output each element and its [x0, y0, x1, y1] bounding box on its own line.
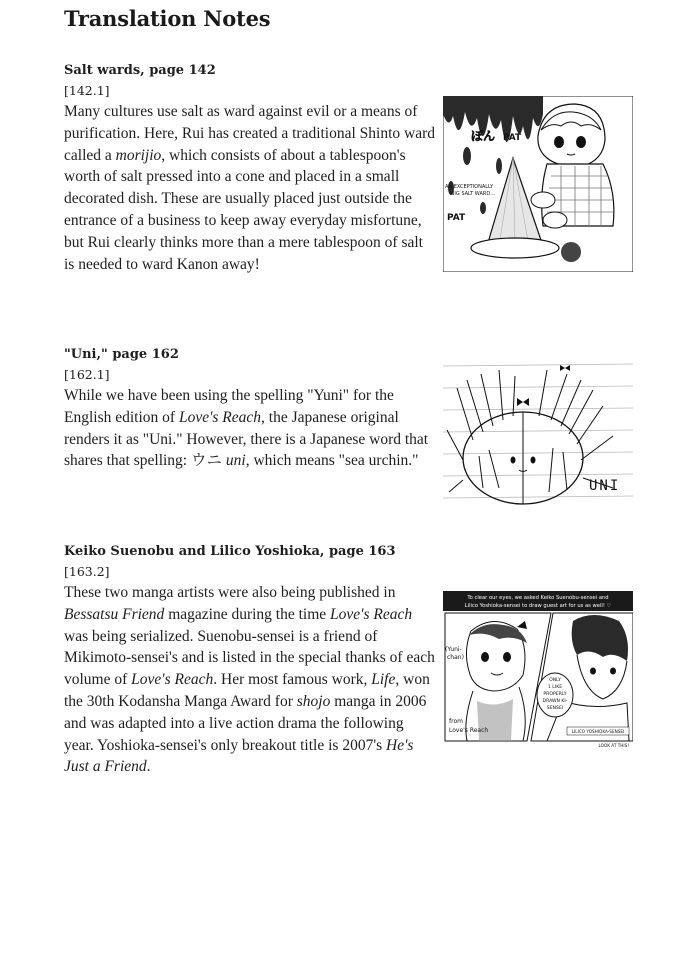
- banner-line-1: To clear our eyes, we asked Keiko Suenobu-sensei and: [467, 595, 609, 601]
- italic-term: shojo: [296, 692, 331, 710]
- note-keiko-lilico: [64, 543, 436, 778]
- label-yuni-2: chan): [447, 654, 464, 661]
- bubble-line-2: 1 LIKE: [547, 685, 563, 690]
- body-text: manga in 2006 and was adapted into a live action drama the following year. Yoshioka-sensei's only breakout title is 2007's: [64, 692, 427, 754]
- bubble-line-3: PROPERLY: [543, 692, 567, 697]
- banner-line-2: Lilico Yoshioka-sensei to draw guest art for us as well! ♡: [464, 603, 612, 609]
- italic-term: Love's Reach: [178, 408, 262, 426]
- note-ref: [142.1]: [64, 83, 110, 98]
- sfx-top-label: PAT: [503, 133, 522, 143]
- caption-line-2: BIG SALT WARD...: [451, 191, 495, 197]
- note-heading: "Uni," page 162: [64, 347, 179, 362]
- label-yuni-1: (Yuni-: [445, 646, 462, 653]
- note-heading: Salt wards, page 142: [64, 63, 216, 78]
- bubble-line-1: ONLY: [549, 678, 561, 683]
- bubble-line-4: DRAWN KI-: [542, 699, 568, 704]
- uni-illustration: [443, 360, 633, 516]
- bubble-line-5: SENSEI: [546, 706, 564, 711]
- body-text: , the Japanese original renders it as "Uni." However, there is a Japanese word that shares that spelling: ウニ: [64, 408, 429, 470]
- italic-term: Life: [371, 671, 396, 689]
- body-text: , which consists of about a tablespoon's worth of salt pressed into a cone and placed in a small decorated dish. These are usually placed just outside the entrance of a business to keep away everyday misfortune, but Rui clearly thinks more than a mere tablespoon of salt is needed to ward Kanon away!: [64, 146, 423, 273]
- from-title-label: Love's Reach: [449, 727, 489, 734]
- italic-term: morijio: [115, 146, 162, 164]
- body-text: , which means "sea urchin.": [245, 452, 419, 470]
- guest-art-illustration: [443, 591, 633, 749]
- body-text: Many cultures use salt as ward against evil or a means of purification. Here, Rui has created a traditional Shinto ward called a: [64, 103, 436, 164]
- italic-term: Love's Reach: [330, 605, 413, 623]
- body-text: magazine during the time: [164, 605, 331, 623]
- look-label: LOOK AT THIS!: [598, 743, 629, 748]
- note-uni: [64, 346, 436, 472]
- from-label: from: [449, 718, 463, 725]
- note-heading: Keiko Suenobu and Lilico Yoshioka, page 163: [64, 544, 396, 559]
- italic-term: Bessatsu Friend: [64, 605, 165, 623]
- salt-ward-illustration: [443, 96, 633, 272]
- sfx-japanese-label: ぽん: [471, 129, 496, 143]
- body-text: While we have been using the spelling "Yuni" for the English edition of: [64, 387, 394, 426]
- body-text: was being serialized. Suenobu-sensei is a friend of Mikimoto-sensei's and is listed in the special thanks of each volume of: [64, 627, 435, 689]
- note-ref: [163.2]: [64, 564, 110, 579]
- caption-line-1: AN EXCEPTIONALLY: [445, 184, 494, 190]
- uni-label: UNI: [589, 478, 621, 494]
- body-text: . Her most famous work,: [213, 671, 372, 689]
- body-text: .: [146, 758, 151, 776]
- note-body: [64, 385, 436, 472]
- italic-term: Love's Reach: [131, 671, 214, 689]
- page-title: Translation Notes: [64, 6, 271, 31]
- note-salt-wards: [64, 62, 436, 275]
- note-body: [64, 582, 436, 778]
- credit-label: LILICO YOSHIOKA-SENSEI: [571, 729, 625, 734]
- note-body: [64, 101, 436, 275]
- body-text: , won the 30th Kodansha Manga Award for: [64, 671, 430, 710]
- body-text: These two manga artists were also being published in: [64, 584, 396, 601]
- italic-term: uni: [225, 452, 246, 470]
- note-ref: [162.1]: [64, 367, 110, 382]
- sfx-bottom-label: PAT: [447, 213, 466, 223]
- italic-term: He's Just a Friend: [64, 736, 414, 776]
